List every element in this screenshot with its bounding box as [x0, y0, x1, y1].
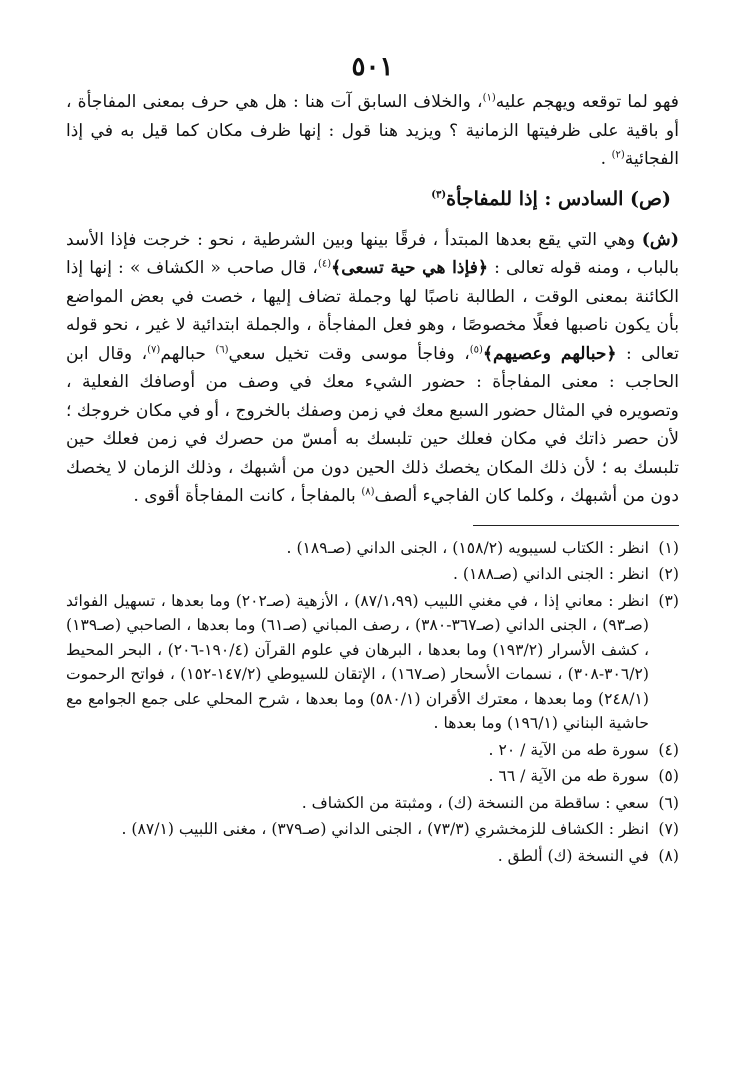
footnote-ref[interactable]: (٤) — [317, 258, 332, 270]
footnote-text: انظر : الجنى الداني (صـ١٨٨) . — [453, 565, 649, 583]
footnote-item — [66, 738, 679, 763]
page-number: ٥٠١ — [351, 52, 394, 82]
footnote-number: (١) — [658, 538, 679, 557]
paragraph-text: فهو لما توقعه ويهجم عليه — [495, 92, 679, 112]
footnote-item — [66, 536, 679, 561]
quran-verse: ﴿حبالهم وعصيهم﴾ — [482, 343, 617, 364]
footnote-item — [66, 562, 679, 587]
footnote-item — [66, 764, 679, 789]
footnote-ref[interactable]: (١) — [482, 92, 496, 104]
footnote-text: سعي : ساقطة من النسخة (ك) ، ومثبتة من الكشاف . — [301, 793, 649, 812]
footnote-ref[interactable]: (٦) — [215, 343, 229, 355]
matn-marker: (ص) — [630, 187, 671, 210]
continuation-paragraph — [66, 88, 679, 174]
footnote-item — [66, 791, 679, 816]
footnote-text: انظر : معاني إذا ، في مغني اللبيب (٨٧/١،٩٩) ، الأزهية (صـ٢٠٢) وما بعدها ، تسهيل الفوائد (صـ٩٣) ، الجنى الداني (صـ٣٦٧-٣٨٠) ، رصف المباني (صـ٦١) وما بعدها ، الصاحبي (صـ١٣٩) ، كشف الأسرار (١٩٣/٢) وما بعدها ، البرهان في علوم القرآن (١٩٠/٤-٢٠٦) ، البحر المحيط (٣٠٦/٢-٣٠٨) ، نسمات الأسحار (صـ١٦٧) ، الإتقان للسيوطي (١٤٧/٢-١٥٢) ، فواتح الرحموت (٢٤٨/١) وما بعدها ، معترك الأقران (٥٨٠/١) وما بعدها ، شرح المحلي على جمع الجوامع مع حاشية البناني (١٩٦/١) وما بعدها . — [66, 591, 649, 732]
paragraph-text: حبالهم — [160, 343, 216, 364]
footnote-ref[interactable]: (٨) — [361, 486, 375, 498]
commentary-paragraph — [66, 226, 679, 511]
paragraph-text: . — [600, 149, 612, 169]
paragraph-text: وهي التي يقع بعدها المبتدأ ، فرقًا بينها وبين الشرطية ، نحو : خرجت فإذا الأسد بالباب ، ومنه قوله تعالى : — [66, 229, 680, 278]
footnote-ref[interactable]: (٢) — [611, 149, 625, 161]
paragraph-text: بالمفاجأ ، كانت المفاجأة أقوى . — [133, 486, 362, 506]
section-heading — [66, 184, 679, 214]
footnote-item — [66, 817, 679, 842]
footnote-text: سورة طه من الآية / ٦٦ . — [488, 767, 649, 785]
footnote-number: (٨) — [658, 846, 679, 865]
footnote-item — [66, 844, 679, 869]
footnote-number: (٦) — [658, 793, 679, 812]
paragraph-text: ، وفاجأ موسى وقت تخيل سعي — [228, 343, 470, 364]
footnote-number: (٢) — [658, 565, 679, 583]
book-page — [66, 50, 679, 870]
sharh-marker: (ش) — [641, 229, 679, 250]
footnote-number: (٧) — [658, 820, 679, 838]
paragraph-text: ، وقال ابن الحاجب : معنى المفاجأة : حضور الشيء معك في وصف من أوصافك الفعلية ، وتصويره في المثال حضور السبع معك في زمن وصفك بالخروج ، أو في مكان خروجك ؛ لأن حصر ذاتك في مكان فعلك حين تلبسك به أمسّ من حصرك في زمن فعلك حين تلبسك به ؛ لأن ذلك المكان يخصك ذلك الحين دون من أشبهك ، وذلك الزمان لا يخصك دون من أشبهك ، وكلما كان الفاجيء ألصف — [65, 343, 679, 506]
footnote-text: انظر : الكشاف للزمخشري (٧٣/٣) ، الجنى الداني (صـ٣٧٩) ، مغنى اللبيب (٨٧/١) . — [121, 820, 649, 838]
footnote-text: في النسخة (ك) ألطق . — [497, 846, 649, 865]
footnote-text: انظر : الكتاب لسيبويه (١٥٨/٢) ، الجنى الداني (صـ١٨٩) . — [286, 538, 649, 557]
footnote-number: (٣) — [658, 591, 679, 610]
paragraph-text: ، والخلاف السابق آت هنا : هل هي حرف بمعنى المفاجأة ، أو باقية على ظرفيتها الزمانية ؟ ويزيد هنا قول : إنها ظرف مكان كما قيل به في إذا الفجائية — [66, 92, 679, 169]
footnote-ref[interactable]: (٣) — [431, 189, 447, 201]
quran-verse: ﴿فإذا هي حية تسعى﴾ — [331, 258, 489, 278]
footnotes-list — [66, 536, 679, 869]
paragraph-text: ، قال صاحب « الكشاف » : إنها إذا الكائنة بمعنى الوقت ، الطالبة ناصبًا لها وجملة تضاف إليها ، خصت في بعض المواضع بأن يكون ناصبها فعلًا مخصوصًا ، وهو فعل المفاجأة ، والجملة ابتدائية لا غير ، نحو قوله تعالى : — [66, 258, 679, 364]
footnote-ref[interactable]: (٥) — [469, 343, 483, 355]
footnote-divider — [473, 525, 679, 526]
footnote-number: (٤) — [658, 740, 679, 759]
footnote-text: سورة طه من الآية / ٢٠ . — [488, 740, 649, 759]
footnote-number: (٥) — [658, 767, 679, 785]
heading-text: السادس : إذا للمفاجأة — [446, 187, 631, 210]
footnote-ref[interactable]: (٧) — [147, 343, 161, 355]
footnote-item — [66, 589, 679, 736]
